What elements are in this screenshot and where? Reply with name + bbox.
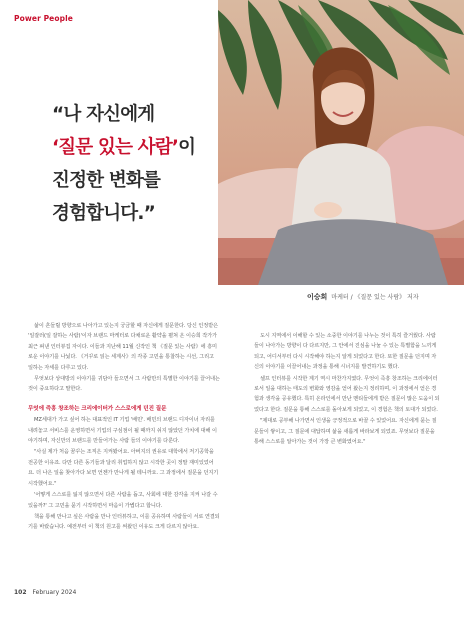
- headline-line-4: 경험합니다.”: [52, 203, 155, 224]
- caption-role: 마케터 / 《질문 있는 사람》 저자: [331, 294, 419, 301]
- body-paragraph: "사실 제가 처음 꿈꾸는 조직은 지켜봤어요. 아버지의 권유로 대학에서 저기공학을 전공한 이유죠. 다만 다른 동기들과 달리 취업하지 않고 시작한 곳이 정말 재미있었어요. 더 나은 일을 찾아가다 보면 언젠가 만나게 될 테니까요. 그 과정에서 질문을 던지기 시작했어요.": [28, 449, 219, 487]
- body-paragraph: "제대로 공부해 나가면서 인생을 긍정적으로 바꿀 수 있었어요. 자신에게 묻는 질문들이 쌓이고, 그 질문에 대답하며 삶을 새롭게 바라보게 되었죠. 무엇보다 질문을 통해 스스로를 알아가는 것이 가장 큰 변화였어요.": [254, 418, 437, 446]
- subheading: 무엇에 즉흥 창조하는 크리에이터가 스스로에게 던진 질문: [28, 405, 167, 412]
- page-number: 102: [14, 589, 27, 596]
- body-paragraph: 책을 통해 만나고 싶은 사람을 만나 인터뷰하고, 이를 공유하며 사람들이 서로 연결되기를 바랐습니다. 예전부터 이 책의 원고를 써왔던 이유도 크게 다르지 않아요.: [28, 513, 220, 531]
- body-column-right: [254, 331, 440, 448]
- body-paragraph: 셀프 인터뷰를 시작한 계기 역시 마찬가지였다. 무엇이 즉흥 창조하는 크리에이터로서 일을 대하는 태도의 변화와 영감을 얻어 왔는지 정리하며, 이 과정에서 얻은 경험과 생각을 공유했다. 특히 온라인에서 만난 멘티들에게 받은 질문이 많은 도움이 되었다고 한다. 질문을 통해 스스로를 돌아보게 되었고, 이 경험은 책의 토대가 되었다.: [254, 375, 440, 413]
- body-paragraph: 삶이 흔들릴 방향으로 나아가고 있는지 궁금할 때 자신에게 질문한다. 당신 인정받은 '일잘러(일 잘하는 사람)'이자 브랜드 마케터로 다채로운 활약을 펼쳐 온 이승희 작가가 최근 펴낸 인터뷰집 자이다. 이들과 지난해 11월 신작인 책 《질문 있는 사람》에 흥미로운 이야기를 나눴다. 《거꾸로 읽는 세계사》의 각종 고민을 통찰하는 시선, 그리고 일하는 자세를 다루고 있다.: [28, 323, 219, 371]
- headline-line-3: 진정한 변화를: [52, 170, 161, 191]
- headline-line-2-rest: 이: [178, 137, 196, 158]
- body-paragraph: MZ세대가 가고 싶어 하는 대표적인 IT 기업 '배민'. 배민의 브랜드 디자이너 자리를 내려놓고 서비스를 운영하면서 기업의 구심점이 될 때까지 쉬지 않았던 가치에 대해 이야기하며, 자신만의 브랜드를 만들어가는 사람 들의 이야기를 다룬다.: [28, 417, 217, 445]
- photo-caption: [307, 292, 419, 302]
- headline-quote: [52, 98, 252, 230]
- headline-line-2: [52, 131, 252, 164]
- body-paragraph: '어떻게 스스로를 잃지 않으면서 다른 사람을 돕고, 사회에 대한 감각을 지켜 나갈 수 있을까?' 그 고민을 묻기 시작하면서 마음이 가볍다고 합니다.: [28, 492, 218, 509]
- section-label: Power People: [14, 14, 73, 23]
- body-column-left: [28, 321, 220, 534]
- person-figure: [218, 0, 464, 285]
- body-paragraph: 도시 지역에서 이해할 수 있는 소중한 이야기를 나누는 것이 특히 즐거웠다. 사람들이 나아가는 방향이 다 다르지만, 그 안에서 진심을 나눌 수 있는 특별함을 느끼게 되고, 어디서부터 다시 시작해야 하는지 알게 되었다고 한다. 또한 질문을 던지며 자신의 이야기를 이끌어내는 과정을 통해 시너지를 발견하기도 했다.: [254, 333, 437, 371]
- caption-name: 이승희: [307, 293, 328, 301]
- body-paragraph: 무엇보다 상대방의 이야기를 귀담아 들으면서 그 사람만의 특별한 이야기를 끌어내는 것이 중요하다고 말한다.: [28, 376, 220, 393]
- portrait-photo: [218, 0, 464, 285]
- issue-date: February 2024: [32, 589, 77, 596]
- headline-line-1: “나 자신에게: [52, 104, 155, 125]
- page-footer: [14, 589, 76, 596]
- headline-accent: ‘질문 있는 사람’: [52, 137, 179, 158]
